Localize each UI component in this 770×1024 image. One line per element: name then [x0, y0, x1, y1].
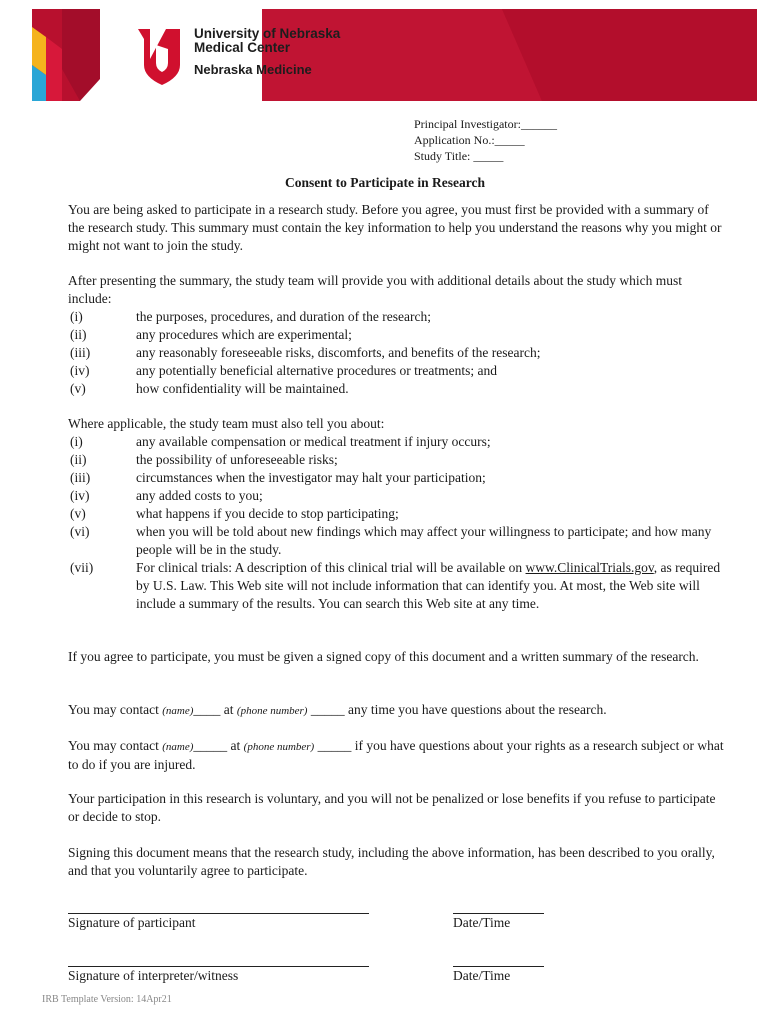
principal-investigator-field[interactable]: Principal Investigator:______ — [414, 117, 557, 131]
after-intro-text: After presenting the summary, the study team will provide you with additional details about the study which must include: — [68, 273, 683, 306]
datetime-line-2[interactable] — [453, 966, 544, 967]
list-number: (iv) — [70, 363, 90, 378]
list-text: when you will be told about new findings which may affect your willingness to participate; and how many people will be in the study. — [136, 524, 712, 557]
list-number: (iv) — [70, 488, 90, 503]
list-text: any reasonably foreseeable risks, discomforts, and benefits of the research; — [136, 345, 541, 360]
list-item — [68, 487, 728, 505]
list-number: (ii) — [70, 452, 87, 467]
contact-text: You may contact — [68, 702, 163, 717]
logo-wordmark — [194, 27, 340, 77]
study-title-field[interactable]: Study Title: _____ — [414, 149, 504, 163]
list-item — [68, 380, 728, 398]
contact-text: _____ any time you have questions about the research. — [307, 702, 607, 717]
list-text — [136, 559, 728, 613]
list-text: any added costs to you; — [136, 488, 263, 503]
list-text: any potentially beneficial alternative procedures or treatments; and — [136, 363, 497, 378]
list-text: any available compensation or medical treatment if injury occurs; — [136, 434, 491, 449]
list-item — [68, 326, 728, 344]
list-number: (iii) — [70, 345, 91, 360]
subbrand-name: Nebraska Medicine — [194, 62, 312, 77]
clinical-trials-text-post: , as required by U.S. Law. This Web site will not include information that can identify you. At most, the Web site will include a summary of the results. You can search this Web site at any time. — [136, 560, 721, 611]
list-text: the purposes, procedures, and duration of the research; — [136, 309, 432, 324]
where-applicable-text: Where applicable, the study team must also tell you about: — [68, 416, 385, 431]
list-number: (i) — [70, 309, 83, 324]
list-text: what happens if you decide to stop participating; — [136, 506, 399, 521]
list-item — [68, 523, 728, 559]
list-text: the possibility of unforeseeable risks; — [136, 452, 338, 467]
unmc-logo-icon — [136, 25, 188, 87]
phone-placeholder[interactable]: (phone number) — [243, 741, 315, 753]
contact-text: _____ if you have questions about your rights as a research subject or what to do if you are injured. — [68, 738, 724, 772]
list-number: (iii) — [70, 470, 91, 485]
where-applicable-section — [68, 415, 728, 613]
name-placeholder[interactable]: (name) — [162, 741, 194, 753]
list-number: (i) — [70, 434, 83, 449]
contact-research-paragraph — [68, 701, 728, 720]
list-item — [68, 344, 728, 362]
list-text: how confidentiality will be maintained. — [136, 381, 349, 396]
list-item — [68, 505, 728, 523]
list-text: any procedures which are experimental; — [136, 327, 352, 342]
university-name: University of Nebraska — [194, 26, 341, 41]
list-item — [68, 308, 728, 326]
participant-signature-label: Signature of participant — [68, 915, 196, 930]
voluntary-text: Your participation in this research is voluntary, and you will not be penalized or lose benefits if you refuse to participate or decide to stop. — [68, 791, 716, 824]
study-meta — [414, 116, 557, 164]
name-placeholder[interactable]: (name) — [162, 705, 194, 717]
datetime-label-1: Date/Time — [453, 915, 511, 930]
header-banner — [32, 9, 757, 101]
applicable-info-list — [68, 433, 728, 613]
medical-center-name: Medical Center — [194, 40, 291, 55]
list-item — [68, 469, 728, 487]
required-info-section — [68, 272, 728, 398]
voluntary-paragraph — [68, 790, 728, 826]
list-text: circumstances when the investigator may halt your participation; — [136, 470, 486, 485]
intro-text: You are being asked to participate in a research study. Before you agree, you must first be provided with a summary of the research study. This summary must contain the key information to help you understand the reasons why you might or might not want to join the study. — [68, 202, 722, 253]
required-info-list — [68, 308, 728, 398]
list-item — [68, 362, 728, 380]
interpreter-signature-line[interactable] — [68, 966, 369, 967]
application-number-field[interactable]: Application No.:_____ — [414, 133, 525, 147]
list-item — [68, 451, 728, 469]
clinical-trials-text-pre: For clinical trials: A description of this clinical trial will be available on — [136, 560, 526, 575]
participant-signature-line[interactable] — [68, 913, 369, 914]
interpreter-signature-label: Signature of interpreter/witness — [68, 968, 239, 983]
list-number: (v) — [70, 381, 86, 396]
datetime-label-2: Date/Time — [453, 968, 511, 983]
signing-paragraph — [68, 844, 728, 880]
contact-rights-paragraph — [68, 737, 728, 774]
list-number: (vii) — [70, 560, 94, 575]
contact-text: _____ at — [193, 738, 244, 753]
signing-text: Signing this document means that the research study, including the above information, has been described to you orally, and that you voluntarily agree to participate. — [68, 845, 715, 878]
template-version-footer: IRB Template Version: 14Apr21 — [42, 994, 172, 1005]
datetime-line-1[interactable] — [453, 913, 544, 914]
phone-placeholder[interactable]: (phone number) — [236, 705, 308, 717]
list-number: (ii) — [70, 327, 87, 342]
list-item — [68, 433, 728, 451]
list-number: (vi) — [70, 524, 90, 539]
list-item — [68, 559, 728, 613]
brand-stripe-graphic — [32, 9, 100, 101]
intro-paragraph — [68, 201, 728, 255]
signed-copy-text: If you agree to participate, you must be given a signed copy of this document and a written summary of the research. — [68, 649, 699, 664]
contact-text: You may contact — [68, 738, 163, 753]
contact-text: ____ at — [193, 702, 237, 717]
signed-copy-paragraph — [68, 648, 728, 666]
clinicaltrials-link[interactable]: www.ClinicalTrials.gov — [525, 560, 654, 575]
document-title: Consent to Participate in Research — [285, 175, 485, 190]
list-number: (v) — [70, 506, 86, 521]
